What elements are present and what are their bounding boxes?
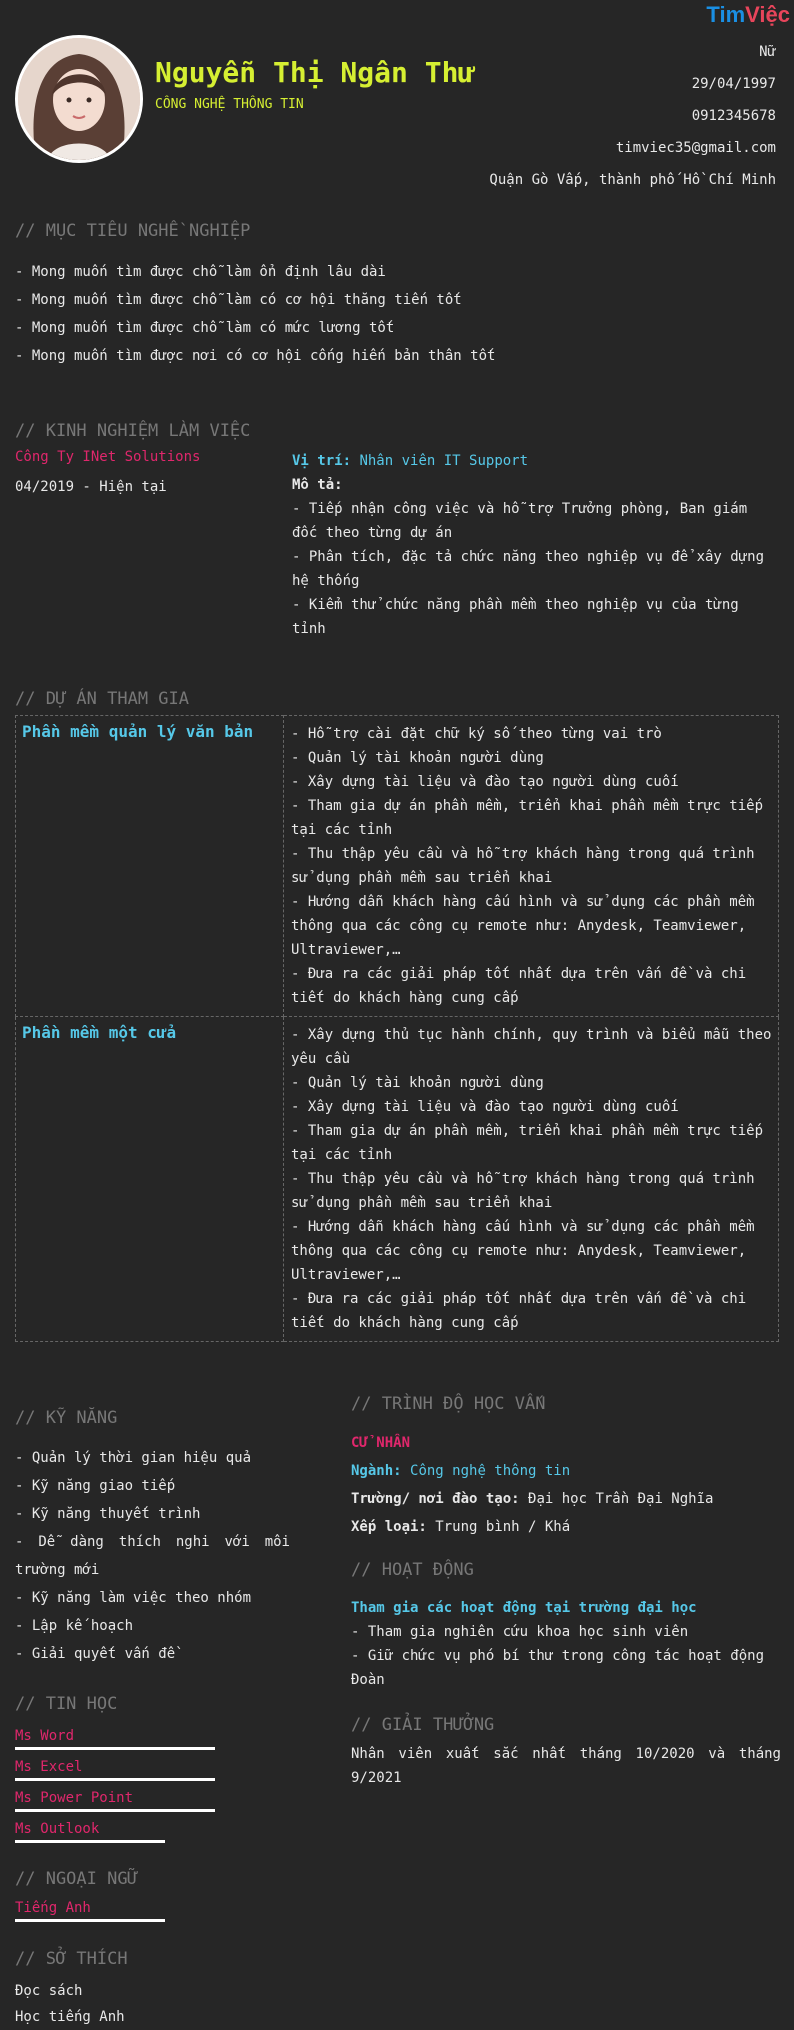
address: Quận Gò Vấp, thành phố Hồ Chí Minh — [489, 172, 776, 188]
contact-block — [489, 42, 776, 202]
activity-item: - Giữ chức vụ phó bí thư trong công tác hoạt động Đoàn — [351, 1648, 765, 1688]
email: timviec35@gmail.com — [615, 140, 776, 156]
table-row — [16, 1017, 779, 1342]
it-heading: // TIN HỌC — [15, 1694, 118, 1714]
it-skill-bar — [15, 1840, 165, 1843]
objective-list — [15, 258, 775, 370]
gender: Nữ — [759, 44, 776, 60]
phone: 0912345678 — [691, 108, 776, 124]
desc-label: Mô tả: — [292, 477, 343, 493]
language-name: Tiếng Anh — [15, 1900, 91, 1916]
candidate-title: CÔNG NGHỆ THÔNG TIN — [155, 97, 304, 112]
project-tasks — [284, 716, 779, 1017]
objective-item: - Mong muốn tìm được chỗ làm có mức lương tốt — [15, 320, 395, 336]
language-bar — [15, 1919, 165, 1922]
school: Đại học Trần Đại Nghĩa — [528, 1491, 714, 1507]
task-item: - Thu thập yêu cầu và hỗ trợ khách hàng trong quá trình sử dụng phần mềm sau triển khai — [291, 846, 755, 886]
skill-item: - Giải quyết vấn đề — [15, 1646, 176, 1662]
it-list — [15, 1725, 215, 1849]
desc-item: - Kiểm thử chức năng phần mềm theo nghiệp vụ của từng tỉnh — [292, 597, 739, 637]
languages-list — [15, 1897, 215, 1928]
experience-detail — [292, 449, 772, 641]
degree: CỬ NHÂN — [351, 1435, 411, 1451]
company-name: Công Ty INet Solutions — [15, 449, 201, 465]
work-period: 04/2019 - Hiện tại — [15, 479, 167, 495]
task-item: - Hướng dẫn khách hàng cấu hình và sử dụng các phần mềm thông qua các công cụ remote như: Anydesk, Teamviewer, Ultraviewer,… — [291, 1219, 755, 1283]
project-tasks — [284, 1017, 779, 1342]
task-item: - Đưa ra các giải pháp tốt nhất dựa trên vấn đề và chi tiết do khách hàng cung cấp — [291, 966, 747, 1006]
position-value: Nhân viên IT Support — [359, 453, 529, 469]
task-item: - Quản lý tài khoản người dùng — [291, 750, 544, 766]
task-item: - Đưa ra các giải pháp tốt nhất dựa trên vấn đề và chi tiết do khách hàng cung cấp — [291, 1291, 747, 1331]
objective-item: - Mong muốn tìm được nơi có cơ hội cống hiến bản thân tốt — [15, 348, 496, 364]
activities-heading: // HOẠT ĐỘNG — [351, 1560, 474, 1580]
hobbies-list — [15, 1978, 290, 2030]
education-heading: // TRÌNH ĐỘ HỌC VẤN — [351, 1394, 546, 1414]
timviec-logo — [706, 2, 790, 28]
avatar — [15, 35, 143, 163]
hobby-item: Đọc sách — [15, 1983, 83, 1999]
task-item: - Xây dựng tài liệu và đào tạo người dùng cuối — [291, 774, 679, 790]
school-label: Trường/ nơi đào tạo: — [351, 1491, 520, 1507]
skill-item: - Quản lý thời gian hiệu quả — [15, 1450, 252, 1466]
experience-heading: // KINH NGHIỆM LÀM VIỆC — [15, 421, 251, 441]
hobbies-heading: // SỞ THÍCH — [15, 1949, 128, 1969]
logo-part1: Tim — [706, 2, 746, 27]
rank-label: Xếp loại: — [351, 1519, 427, 1535]
rank: Trung bình / Khá — [435, 1519, 571, 1535]
it-skill-bar — [15, 1809, 215, 1812]
birthday: 29/04/1997 — [691, 76, 776, 92]
skills-heading: // KỸ NĂNG — [15, 1408, 118, 1428]
skill-item: - Dễ dàng thích nghi với môi trường mới — [15, 1534, 290, 1578]
it-skill-name: Ms Outlook — [15, 1821, 100, 1837]
languages-heading: // NGOẠI NGỮ — [15, 1869, 138, 1889]
hobby-item: Học tiếng Anh — [15, 2009, 125, 2025]
skill-item: - Lập kế hoạch — [15, 1618, 134, 1634]
activity-title: Tham gia các hoạt động tại trường đại học — [351, 1600, 697, 1616]
task-item: - Tham gia dự án phần mềm, triển khai phần mềm trực tiếp tại các tỉnh — [291, 1123, 764, 1163]
objective-heading: // MỤC TIÊU NGHỀ NGHIỆP — [15, 221, 251, 241]
task-item: - Thu thập yêu cầu và hỗ trợ khách hàng trong quá trình sử dụng phần mềm sau triển khai — [291, 1171, 755, 1211]
task-item: - Quản lý tài khoản người dùng — [291, 1075, 544, 1091]
it-skill-name: Ms Excel — [15, 1759, 83, 1775]
desc-item: - Tiếp nhận công việc và hỗ trợ Trưởng phòng, Ban giám đốc theo từng dự án — [292, 501, 748, 541]
it-skill-name: Ms Power Point — [15, 1790, 134, 1806]
award-text: Nhân viên xuất sắc nhất tháng 10/2020 và tháng 9/2021 — [351, 1746, 781, 1786]
it-skill-name: Ms Word — [15, 1728, 75, 1744]
skills-list — [15, 1444, 290, 1668]
education-block — [351, 1429, 781, 1541]
projects-heading: // DỰ ÁN THAM GIA — [15, 689, 189, 709]
activity-item: - Tham gia nghiên cứu khoa học sinh viên — [351, 1624, 689, 1640]
projects-table — [15, 715, 779, 1342]
task-item: - Tham gia dự án phần mềm, triển khai phần mềm trực tiếp tại các tỉnh — [291, 798, 764, 838]
candidate-name: Nguyễn Thị Ngân Thư — [155, 56, 476, 89]
objective-item: - Mong muốn tìm được chỗ làm ổn định lâu dài — [15, 264, 386, 280]
skill-item: - Kỹ năng thuyết trình — [15, 1506, 201, 1522]
objective-item: - Mong muốn tìm được chỗ làm có cơ hội thăng tiến tốt — [15, 292, 462, 308]
table-row — [16, 716, 779, 1017]
it-skill-bar — [15, 1747, 215, 1750]
logo-part2: Việc — [745, 2, 790, 27]
task-item: - Hướng dẫn khách hàng cấu hình và sử dụng các phần mềm thông qua các công cụ remote như: Anydesk, Teamviewer, Ultraviewer,… — [291, 894, 755, 958]
desc-item: - Phân tích, đặc tả chức năng theo nghiệp vụ để xây dựng hệ thống — [292, 549, 765, 589]
task-item: - Hỗ trợ cài đặt chữ ký số theo từng vai trò — [291, 726, 662, 742]
awards-heading: // GIẢI THƯỞNG — [351, 1715, 495, 1735]
major: Công nghệ thông tin — [410, 1463, 571, 1479]
task-item: - Xây dựng tài liệu và đào tạo người dùng cuối — [291, 1099, 679, 1115]
position-label: Vị trí: — [292, 453, 352, 469]
activities-block — [351, 1596, 781, 1692]
skill-item: - Kỹ năng làm việc theo nhóm — [15, 1590, 252, 1606]
skill-item: - Kỹ năng giao tiếp — [15, 1478, 176, 1494]
project-name: Phần mềm quản lý văn bản — [16, 716, 284, 1017]
project-name: Phần mềm một cửa — [16, 1017, 284, 1342]
avatar-portrait-icon — [18, 38, 140, 160]
task-item: - Xây dựng thủ tục hành chính, quy trình và biểu mẫu theo yêu cầu — [291, 1027, 772, 1067]
it-skill-bar — [15, 1778, 215, 1781]
major-label: Ngành: — [351, 1463, 402, 1479]
